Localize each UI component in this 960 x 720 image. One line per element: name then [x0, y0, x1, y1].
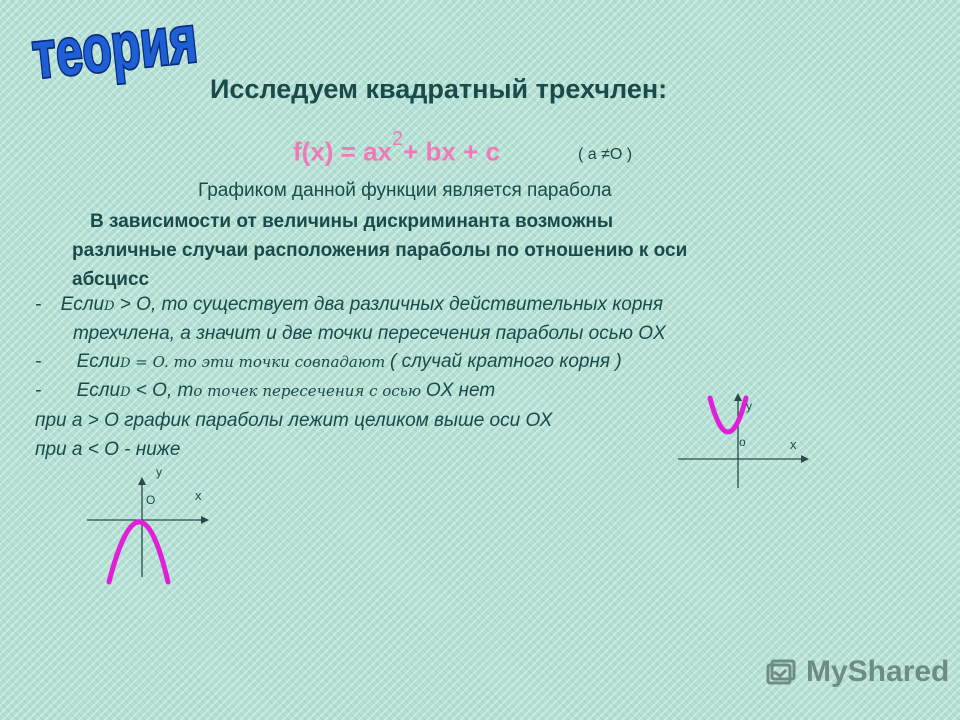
subtitle: Графиком данной функции является парабола [198, 180, 612, 201]
graph-parabola-up [670, 388, 820, 493]
graph-up-parabola [710, 398, 746, 432]
paragraph-line-1: В зависимости от величины дискриминанта возможны [90, 211, 614, 232]
case-1-dash: - [35, 294, 42, 315]
case-3-rest: < O, т [130, 380, 194, 401]
page-title: Исследуем квадратный трехчлен: [210, 74, 668, 104]
paragraph-line-3: абсцисс [72, 269, 150, 290]
case-1-prefix: Если [60, 294, 105, 315]
case-1-rest: > O, то существует два различных действительных корня [114, 294, 664, 315]
case-3-tail: OX нет [425, 380, 496, 401]
note-a-negative: при а < O - ниже [35, 439, 181, 460]
case-3-rest-serif: о точек пересечения с осью [193, 382, 426, 400]
case-3-symbol: D [120, 385, 131, 400]
graph-down-origin-label: O [146, 493, 156, 507]
graph-parabola-down [82, 462, 222, 592]
graph-down-parabola [109, 522, 168, 582]
formula-right: + bx + c [403, 136, 500, 167]
logo-text: теория [28, 2, 200, 94]
note-a-positive: при а > O график параболы лежит целиком выше оси ОХ [35, 410, 553, 431]
case-3-dash: - [35, 380, 42, 401]
case-zero-line [35, 351, 622, 373]
case-3-prefix: Если [76, 380, 121, 401]
case-2-symbol: D [120, 356, 131, 371]
graph-down-y-label: y [156, 465, 162, 479]
graph-down-x-arrow [201, 516, 209, 524]
case-2-dash: - [35, 351, 42, 372]
graph-up-y-arrow [734, 393, 742, 401]
case-1-symbol: D [104, 299, 115, 314]
graph-down-x-label: x [195, 488, 202, 503]
case-positive-line-1 [35, 294, 663, 316]
formula-condition: ( a ≠O ) [578, 146, 633, 163]
paragraph-line-2: различные случаи расположения параболы по отношению к оси [72, 240, 688, 261]
case-2-prefix: Если [76, 351, 121, 372]
case-2-rest: ( случай кратного корня ) [390, 351, 622, 372]
graph-up-y-label: y [746, 399, 752, 413]
watermark-text: MyShared [806, 655, 950, 688]
formula-left: f(x) = ax [293, 136, 392, 167]
logo-wordart [22, 0, 200, 102]
case-2-rest-serif: = O. то эти точки совпадают [130, 353, 391, 371]
formula-power: 2 [392, 128, 404, 150]
case-negative-line [35, 380, 495, 402]
graph-up-x-label: x [790, 437, 797, 452]
graph-up-origin-label: o [739, 435, 746, 449]
graph-up-x-arrow [801, 455, 809, 463]
logo-wordart-svg [22, 0, 199, 97]
formula [293, 128, 500, 168]
discriminant-paragraph [72, 207, 872, 294]
watermark-icon [766, 656, 802, 688]
case-positive-line-2: трехчлена, а значит и две точки пересечения параболы осью OX [73, 323, 666, 344]
graph-down-y-arrow [138, 477, 146, 485]
